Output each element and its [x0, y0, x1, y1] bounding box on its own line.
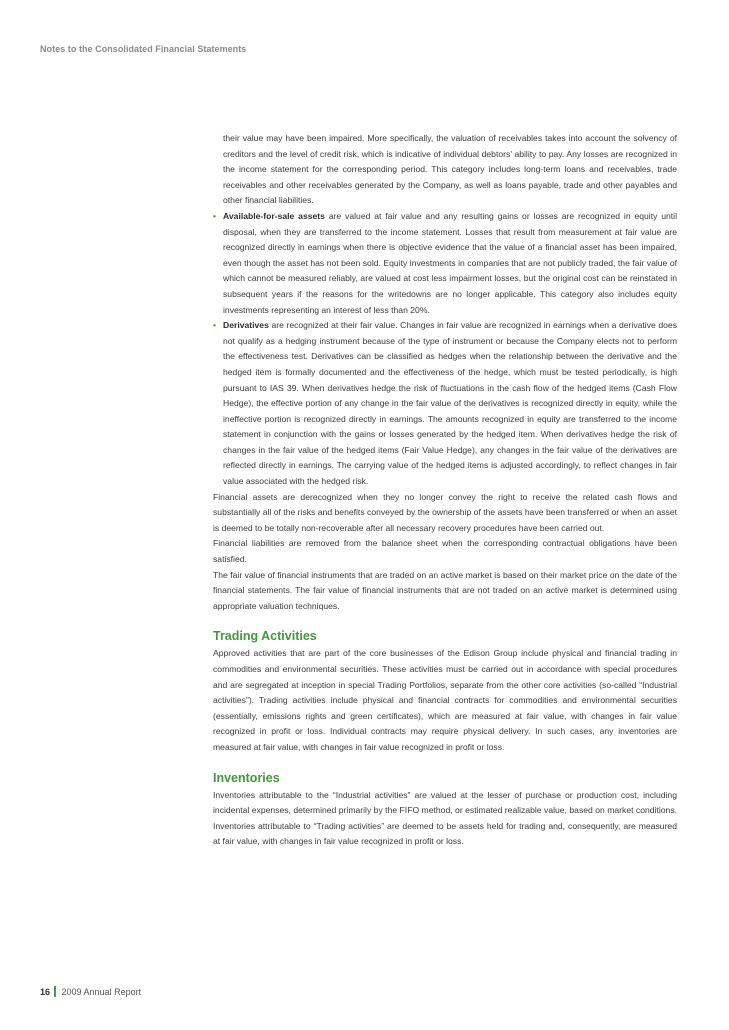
bullet-marker-icon: • [213, 320, 217, 331]
inventories-paragraph: Inventories attributable to the “Industrial activities” are valued at the lesser of purchase or production cost, including incidental expenses, determined primarily by the FIFO method, or estimated realizable value, based on market conditions. Inventories attributable to “Trading activities” are deemed to be assets held for trading and, consequently, are measured at fair value, with changes in fair value recognized in profit or loss. [213, 789, 677, 847]
running-header: Notes to the Consolidated Financial Statements [40, 44, 247, 54]
derecognition-paragraph: Financial assets are derecognized when they no longer convey the right to receive the related cash flows and substantially all of the risks and benefits conveyed by the ownership of the assets have been transferred or when an asset is deemed to be totally non-recoverable after all necessary recovery procedures have been carried out. [213, 491, 677, 533]
trading-activities-paragraph: Approved activities that are part of the core businesses of the Edison Group include physical and financial trading in commodities and environmental securities. These activities must be carried out in accordance with special procedures and are segregated at inception in special Trading Portfolios, separate from the other core activities (so-called “Industrial activities”). Trading activities include physical and financial contracts for commodities and environmental securities (essentially, emissions rights and green certificates), which are measured at fair value, with changes in fair value recognized in profit or loss. Individual contracts may require physical delivery. In such cases, any inventories are measured at fair value, with changes in fair value recognized in profit or loss. [213, 648, 677, 752]
bullet-lead-derivatives: Derivatives [223, 320, 269, 331]
footer-separator [54, 986, 56, 997]
liabilities-paragraph: Financial liabilities are removed from the balance sheet when the corresponding contractual obligations have been satisfied. [213, 538, 677, 565]
trading-activities-heading: Trading Activities [213, 629, 317, 644]
document-body [213, 131, 677, 850]
bullet-lead-available-for-sale: Available-for-sale assets [223, 210, 325, 221]
page-number: 16 [40, 986, 51, 997]
receivables-continuation-paragraph: their value may have been impaired. More specifically, the valuation of receivables takes into account the solvency of creditors and the level of credit risk, which is indicative of individual debtors’ ability to pay. Any losses are recognized in the income statement for the corresponding period. This category includes long-term loans and receivables, trade receivables and other receivables generated by the Company, as well as loans payable, trade and other payables and other financial liabilities. [223, 133, 677, 206]
fair-value-paragraph: The fair value of financial instruments that are traded on an active market is based on their market price on the date of the financial statements. The fair value of financial instruments that are not traded on an active market is determined using appropriate valuation techniques. [213, 569, 677, 611]
bullet-text-available-for-sale: are valued at fair value and any resulting gains or losses are recognized in equity until disposal, when they are transferred to the income statement. Losses that result from measurement at fair value are recognized directly in earnings when there is objective evidence that the value of a financial asset has been impaired, even though the asset has not been sold. Equity investments in companies that are not publicly traded, the fair value of which cannot be measured reliably, are valued at cost less impairment losses, but the original cost can be reinstated in subsequent years if the reasons for the writedowns are no longer applicable. This category also includes equity investments representing an interest of less than 20%. [223, 210, 677, 315]
page-footer [40, 986, 141, 997]
bullet-marker-icon: • [213, 210, 217, 221]
report-label: 2009 Annual Report [61, 986, 142, 997]
bullet-available-for-sale [213, 209, 677, 318]
bullet-derivatives [213, 318, 677, 490]
bullet-text-derivatives: are recognized at their fair value. Changes in fair value are recognized in earnings when a derivative does not qualify as a hedging instrument because of the type of instrument or because the Company elects not to perform the effectiveness test. Derivatives can be classified as hedges when the relationship between the derivative and the hedged item is formally documented and the effectiveness of the hedge, which must be tested periodically, is high pursuant to IAS 39. When derivatives hedge the risk of fluctuations in the cash flow of the hedged items (Cash Flow Hedge), the effective portion of any change in the fair value of the derivatives is recognized directly in equity, while the ineffective portion is recognized directly in earnings. The amounts recognized in equity are transferred to the income statement in conjunction with the gains or losses generated by the hedged item. When derivatives hedge the risk of changes in the fair value of the hedged items (Fair Value Hedge), any changes in the fair value of the derivatives are reflected directly in earnings. The carrying value of the hedged items is adjusted accordingly, to reflect changes in fair value associated with the hedged risk. [223, 320, 677, 487]
inventories-heading: Inventories [213, 770, 280, 785]
